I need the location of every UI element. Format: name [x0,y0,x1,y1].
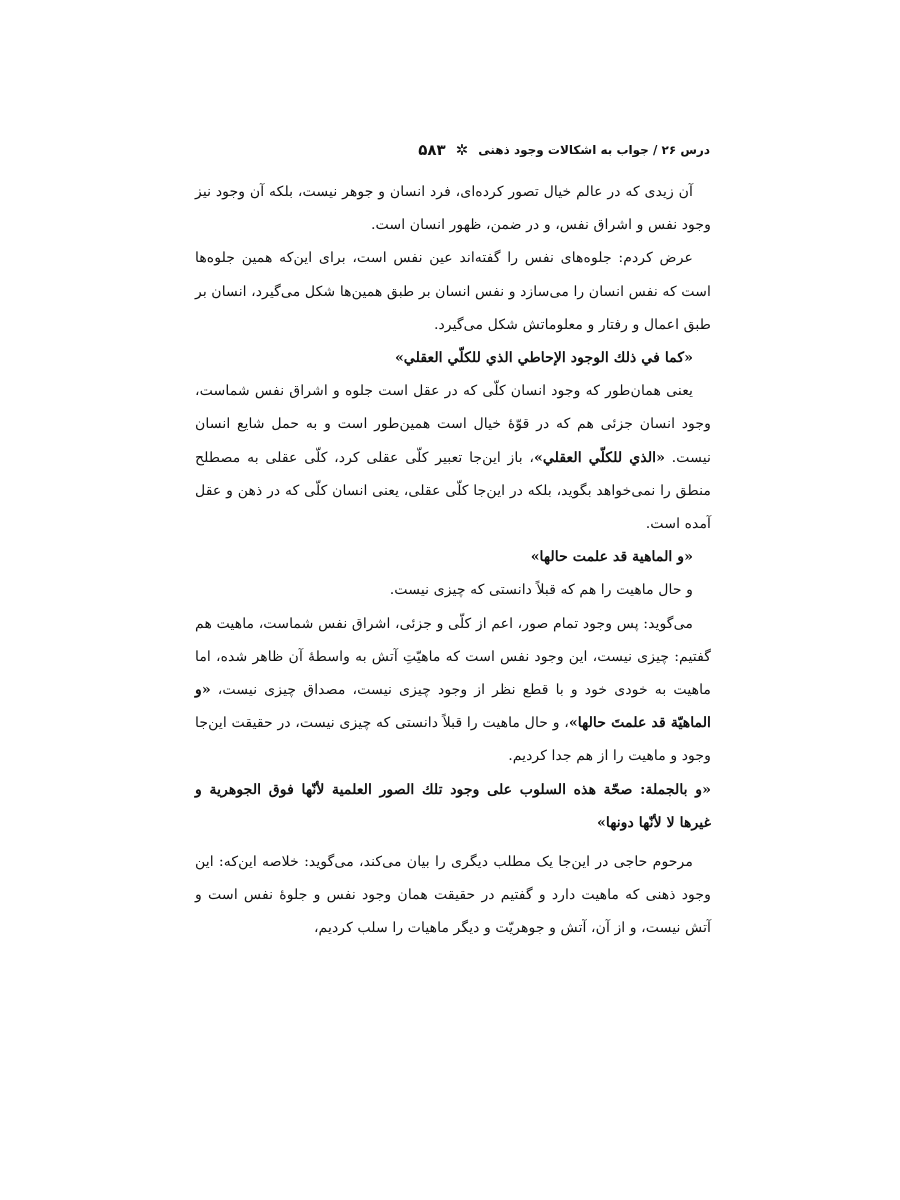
quoted-phrase: «و الماهيّة قد علمتَ حالها» [195,682,711,732]
quoted-phrase: «و بالجملة: صحّة هذه السلوب على وجود تلك الصور العلمية لأنّها فوق الجوهرية و غيرها لا لأنّها دونها» [195,781,711,831]
paragraph-text: مرحوم حاجی در این‌جا یک مطلب دیگری را بیان می‌کند، می‌گوید: خلاصه این‌که: این وجود ذهنی که ماهیت دارد و گفتیم در حقیقت همان وجود نفس و جلوهٔ نفس است و آتش نیست، و از آن، آتش و جوهریّت و دیگر ماهیات را سلب کردیم، [195,854,711,937]
body-text [195,176,711,946]
quoted-phrase: «الذي للكلّي العقلي» [533,449,665,466]
body-paragraph [195,242,711,342]
quoted-passage [195,342,711,375]
body-paragraph [195,375,711,541]
paragraph-text: ، باز این‌جا تعبیر کلّی عقلی کرد، کلّی عقلی به مصطلح منطق را نمی‌خواهد بگوید، بلکه در این‌جا کلّی عقلی، یعنی انسان کلّی که در ذهن و عقل آمده است. [195,449,711,533]
paragraph-text: یعنی همان‌طور که وجود انسان کلّی که در عقل است جلوه و اشراق نفس شماست، وجود انسان جزئی هم که در قوّهٔ خیال است همین‌طور است و به حمل شایع انسان نیست. [195,383,711,466]
paragraph-text: عرض کردم: جلوه‌های نفس را گفته‌اند عین نفس است، برای این‌که همین جلوه‌ها است که نفس انسان را می‌سازد و نفس انسان بر طبق همین‌ها شکل می‌گیرد، انسان بر طبق اعمال و رفتار و معلوماتش شکل می‌گیرد. [195,250,711,333]
body-paragraph [195,846,711,946]
body-paragraph [195,608,711,774]
running-title: درس ۲۶ / جواب به اشکالات وجود ذهنی [478,143,710,157]
paragraph-text: و حال ماهیت را هم که قبلاً دانستی که چیزی نیست. [389,582,693,599]
paragraph-text: می‌گوید: پس وجود تمام صور، اعم از کلّی و جزئی، اشراق نفس شماست، ماهیت هم گفتیم: چیزی نیست، این وجود نفس است که ماهیّتِ آتش به واسطهٔ آن ظاهر شده، اما ماهیت به خودی خود و با قطع نظر از وجود چیزی نیست، مصداق چیزی نیست، [195,615,711,699]
page-header [190,138,710,162]
quoted-phrase: «كما في ذلك الوجود الإحاطي الذي للكلّي العقلي» [394,350,693,367]
quoted-passage [195,774,711,840]
paragraph-text: ، و حال ماهیت را قبلاً دانستی که چیزی نیست، در حقیقت این‌جا وجود و ماهیت را از هم جدا کردیم. [195,715,711,765]
body-paragraph [195,574,711,607]
quoted-phrase: «و الماهية قد علمت حالها» [530,549,693,566]
quoted-passage [195,541,711,574]
page-number: ۵۸۳ [418,141,446,159]
body-paragraph [195,176,711,242]
paragraph-text: آن زیدی که در عالم خیال تصور کرده‌ای، فرد انسان و جوهر نیست، بلکه آن وجود نیز وجود نفس و اشراق نفس، و در ضمن، ظهور انسان است. [195,184,711,234]
flower-ornament-icon: ✲ [455,140,469,159]
